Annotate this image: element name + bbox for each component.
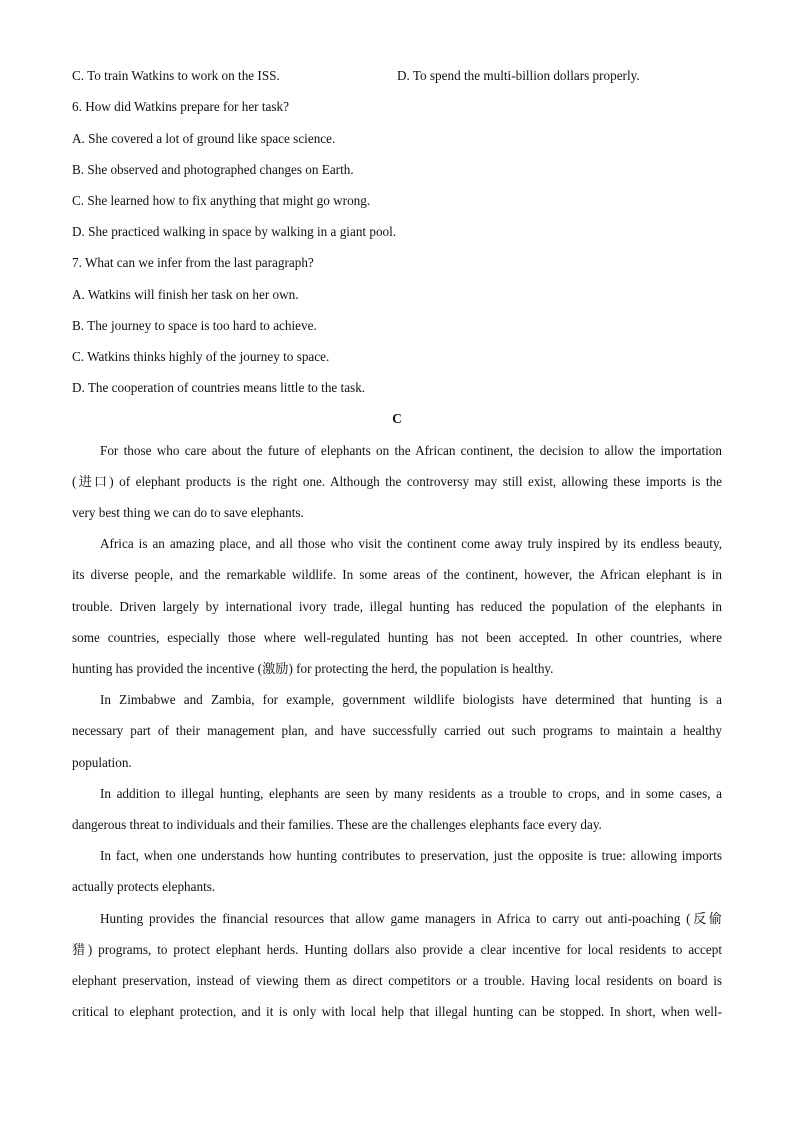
paragraph-4-line: dangerous threat to individuals and their families. These are the challenges elephants face every day. xyxy=(72,817,602,832)
paragraph-3-line: necessary part of their management plan, and have successfully carried out such programs to maintain a healthy xyxy=(72,723,722,738)
paragraph-2-line: its diverse people, and the remarkable wildlife. In some areas of the continent, however, the African elephant is in xyxy=(72,567,722,582)
paragraph-6-line: 猎) programs, to protect elephant herds. Hunting dollars also provide a clear incentive for local residents to accept xyxy=(72,942,722,957)
q5-option-d: D. To spend the multi-billion dollars properly. xyxy=(397,68,640,83)
paragraph-5-line: actually protects elephants. xyxy=(72,879,216,894)
q7-option-b: B. The journey to space is too hard to achieve. xyxy=(72,318,317,333)
q6-question: 6. How did Watkins prepare for her task? xyxy=(72,99,289,114)
q6-option-a: A. She covered a lot of ground like space science. xyxy=(72,131,336,146)
paragraph-5-line: In fact, when one understands how hunting contributes to preservation, just the opposite is true: allowing imports xyxy=(100,848,722,863)
paragraph-6-line: elephant preservation, instead of viewing them as direct competitors or a trouble. Having local residents on board is xyxy=(72,973,722,988)
paragraph-1-line: For those who care about the future of elephants on the African continent, the decision to allow the importation xyxy=(100,443,722,458)
q6-option-b: B. She observed and photographed changes on Earth. xyxy=(72,162,354,177)
section-heading: C xyxy=(392,411,402,426)
paragraph-2-line: trouble. Driven largely by international ivory trade, illegal hunting has reduced the population of the elephants in xyxy=(72,599,722,614)
paragraph-2-line: some countries, especially those where well-regulated hunting has not been accepted. In other countries, where xyxy=(72,630,722,645)
paragraph-6-line: Hunting provides the financial resources that allow game managers in Africa to carry out anti-poaching (反偷 xyxy=(100,911,722,926)
paragraph-3-line: In Zimbabwe and Zambia, for example, government wildlife biologists have determined that hunting is a xyxy=(100,692,722,707)
q7-option-d: D. The cooperation of countries means little to the task. xyxy=(72,380,366,395)
paragraph-1-line: (进口) of elephant products is the right one. Although the controversy may still exist, allowing these imports is the xyxy=(72,474,722,489)
q7-option-c: C. Watkins thinks highly of the journey to space. xyxy=(72,349,330,364)
paragraph-2-line: hunting has provided the incentive (激励) for protecting the herd, the population is healthy. xyxy=(72,661,554,676)
paragraph-4-line: In addition to illegal hunting, elephants are seen by many residents as a trouble to crops, and in some cases, a xyxy=(100,786,722,801)
q6-option-d: D. She practiced walking in space by walking in a giant pool. xyxy=(72,224,397,239)
paragraph-3-line: population. xyxy=(72,755,132,770)
q6-option-c: C. She learned how to fix anything that might go wrong. xyxy=(72,193,371,208)
paragraph-6-line: critical to elephant protection, and it is only with local help that illegal hunting can be stopped. In short, when well- xyxy=(72,1004,722,1019)
paragraph-2-line: Africa is an amazing place, and all those who visit the continent come away truly inspired by its endless beauty, xyxy=(100,536,722,551)
q7-question: 7. What can we infer from the last paragraph? xyxy=(72,255,314,270)
q5-option-c: C. To train Watkins to work on the ISS. xyxy=(72,68,280,83)
q7-option-a: A. Watkins will finish her task on her own. xyxy=(72,287,299,302)
paragraph-1-line: very best thing we can do to save elephants. xyxy=(72,505,304,520)
